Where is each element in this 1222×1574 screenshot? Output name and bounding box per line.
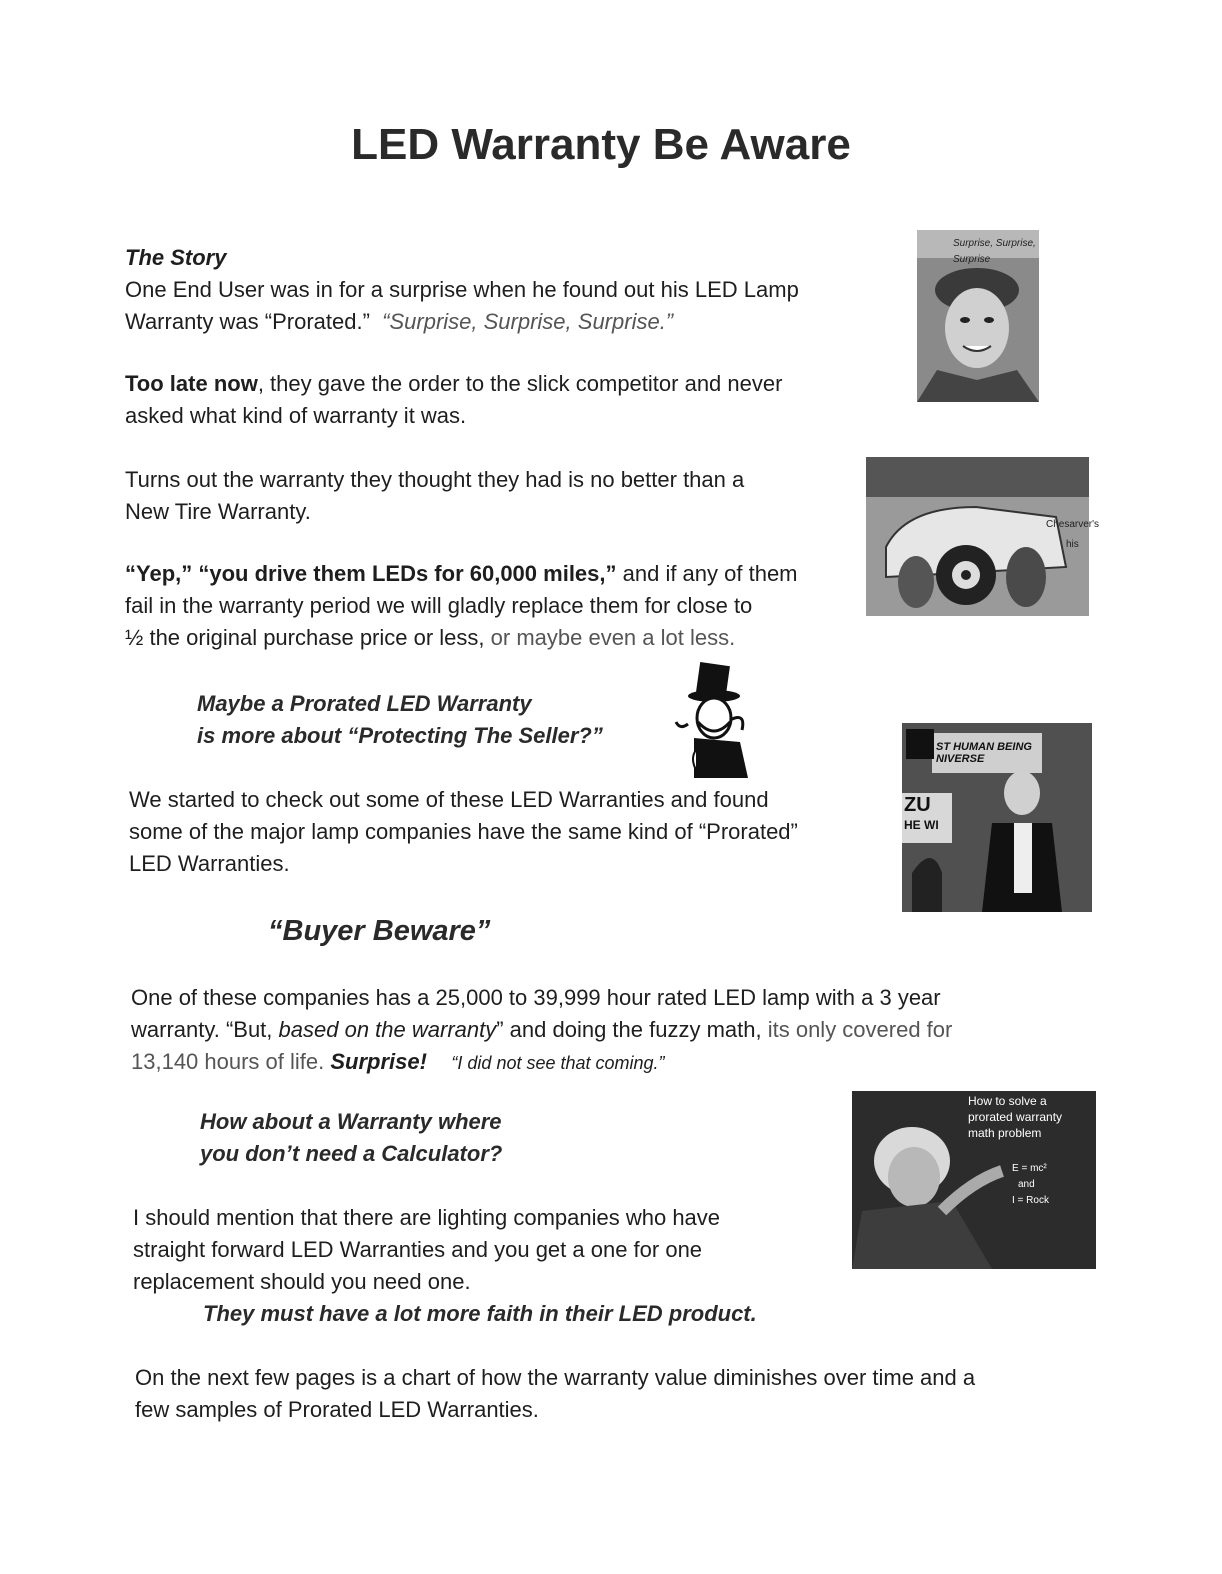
car-sign-1: Chesarver's (1046, 519, 1100, 530)
next-pages-line-1: On the next few pages is a chart of how the warranty value diminishes over time and a (135, 1365, 976, 1390)
fuzzy-line-3 (131, 1046, 952, 1079)
calculator-callout-line-1: How about a Warranty where (200, 1109, 502, 1134)
mention-line-2: straight forward LED Warranties and you get a one for one (133, 1237, 703, 1262)
page-title: LED Warranty Be Aware (351, 120, 851, 169)
old-car-tire-photo (866, 457, 1100, 616)
yep-line-3 (125, 622, 798, 654)
fuzzy-surprise: Surprise! (330, 1049, 427, 1074)
story-line-2 (125, 306, 799, 338)
next-pages-section (135, 1362, 975, 1426)
yep-line-1 (125, 558, 798, 590)
surprise-caption: Surprise, Surprise, Surprise (953, 238, 1036, 265)
yep-bold: “Yep,” “you drive them LEDs for 60,000 miles,” (125, 561, 617, 586)
seller-callout-line-2: is more about “Protecting The Seller?” (197, 723, 603, 748)
checked-section (129, 784, 798, 880)
story-prorated-text: Warranty was “Prorated.” (125, 309, 370, 334)
seller-callout-line-1: Maybe a Prorated LED Warranty (197, 691, 532, 716)
villain-cartoon-icon (670, 660, 760, 780)
story-heading: The Story (125, 245, 227, 270)
surprised-man-photo (917, 230, 1039, 402)
yep-lot-less: or maybe even a lot less. (484, 625, 736, 650)
yep-half-price: ½ the original purchase price or less, (125, 625, 485, 650)
einstein-caption-1: How to solve a (968, 1094, 1047, 1108)
fuzzy-covered: its only covered for (761, 1017, 953, 1042)
story-section (125, 242, 799, 338)
car-sign-2: his (1066, 539, 1079, 550)
einstein-caption-2: prorated warranty (968, 1110, 1063, 1124)
showman-left-2: HE WI (904, 818, 939, 832)
fuzzy-hours: 13,140 hours of life. (131, 1049, 325, 1074)
einstein-equation-1: E = mc² (1012, 1163, 1047, 1174)
story-line-1: One End User was in for a surprise when he found out his LED Lamp (125, 277, 799, 302)
checked-line-1: We started to check out some of these LED Warranties and found (129, 787, 769, 812)
too-late-line-2: asked what kind of warranty it was. (125, 403, 467, 428)
mention-line-1: I should mention that there are lighting companies who have (133, 1205, 721, 1230)
fuzzy-based-on: based on the warranty (278, 1017, 497, 1042)
fuzzy-math-text: ” and doing the fuzzy math, (496, 1017, 762, 1042)
yep-rest: and if any of them (616, 561, 798, 586)
showman-banner-1: ST HUMAN BEING (936, 741, 1032, 753)
next-pages-line-2: few samples of Prorated LED Warranties. (135, 1397, 539, 1422)
tire-line-1: Turns out the warranty they thought they had is no better than a (125, 467, 745, 492)
fuzzy-line-2 (131, 1014, 952, 1046)
einstein-equation-3: I = Rock (1012, 1195, 1049, 1206)
fuzzy-line-1: One of these companies has a 25,000 to 39,999 hour rated LED lamp with a 3 year (131, 985, 941, 1010)
checked-line-2: some of the major lamp companies have the same kind of “Prorated” (129, 819, 798, 844)
too-late-bold: Too late now (125, 371, 258, 396)
showman-photo (902, 723, 1092, 912)
surprise-quote: “Surprise, Surprise, Surprise.” (382, 309, 674, 334)
mention-faith: They must have a lot more faith in their LED product. (203, 1301, 757, 1326)
fuzzy-not-coming: “I did not see that coming.” (451, 1053, 665, 1073)
einstein-caption-3: math problem (968, 1126, 1042, 1140)
calculator-callout (200, 1106, 502, 1170)
einstein-equation-2: and (1018, 1179, 1035, 1190)
buyer-beware-heading: “Buyer Beware” (268, 915, 491, 947)
seller-callout (197, 688, 603, 752)
tire-section (125, 464, 744, 528)
too-late-section (125, 368, 782, 432)
showman-banner-2: NIVERSE (936, 753, 985, 765)
tire-line-2: New Tire Warranty. (125, 499, 311, 524)
calculator-callout-line-2: you don’t need a Calculator? (200, 1141, 503, 1166)
checked-line-3: LED Warranties. (129, 851, 290, 876)
too-late-rest: , they gave the order to the slick competitor and never (257, 371, 783, 396)
mention-line-3: replacement should you need one. (133, 1269, 471, 1294)
mention-section (133, 1202, 757, 1330)
too-late-line-1 (125, 368, 782, 400)
fuzzy-but: warranty. “But, (131, 1017, 279, 1042)
einstein-chalkboard-photo (852, 1091, 1096, 1269)
fuzzy-math-section (131, 982, 952, 1079)
showman-left-1: ZU (904, 794, 931, 816)
yep-section (125, 558, 798, 654)
yep-line-2: fail in the warranty period we will gladly replace them for close to (125, 593, 753, 618)
